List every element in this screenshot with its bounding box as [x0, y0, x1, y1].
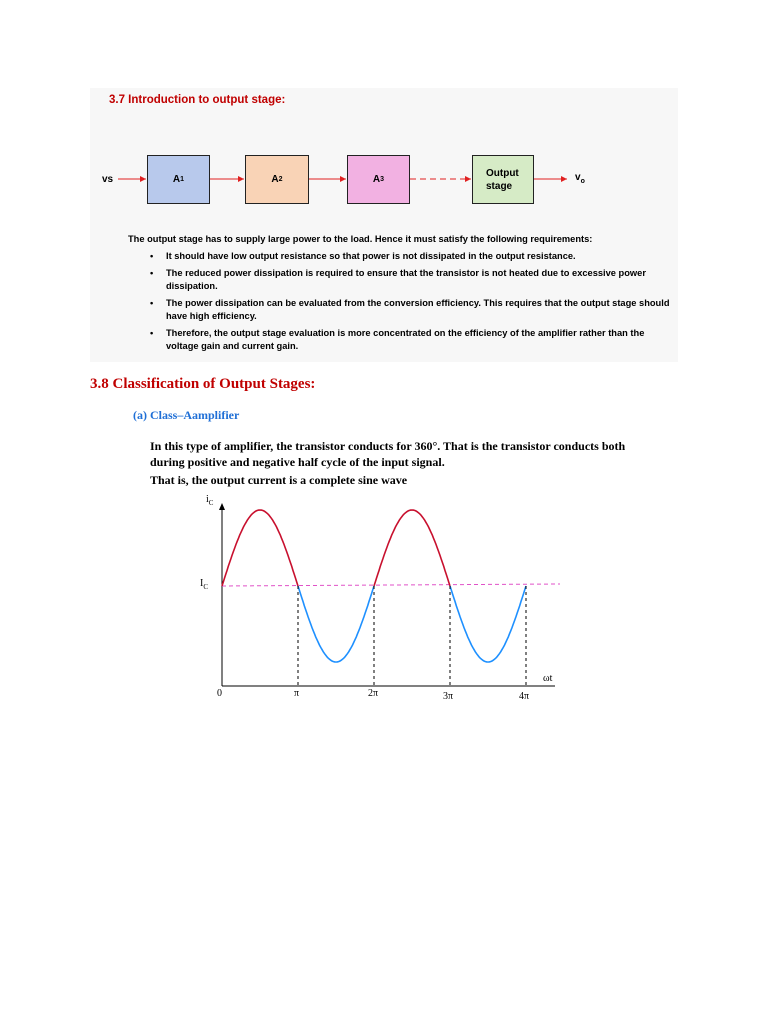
section-37-title: 3.7 Introduction to output stage:: [109, 94, 286, 106]
list-item: • The power dissipation can be evaluated from the conversion efficiency. This requires that the output stage should have high efficiency.: [150, 298, 670, 321]
dc-level-label: $I_C$: [200, 578, 209, 591]
dc-level-line: [222, 584, 560, 586]
tick-label-2pi: 2π: [368, 688, 379, 699]
output-stage-line1: Output: [486, 167, 519, 179]
input-signal-label: vs: [102, 174, 114, 185]
x-axis-label: ωt: [543, 673, 553, 684]
amplifier-block-a2: A 2: [245, 155, 309, 204]
output-signal-label: $v_o$: [575, 172, 585, 185]
tick-label-pi: π: [294, 688, 300, 699]
list-item: • Therefore, the output stage evaluation is more concentrated on the efficiency of the amplifier rather than the voltage gain and current gain.: [150, 328, 645, 351]
negative-half-cycle-curve: [298, 586, 526, 662]
class-a-description: In this type of amplifier, the transistor conducts for 360°. That is the transistor conducts both during positive and negative half cycle of the input signal.: [150, 439, 626, 469]
positive-half-cycle-curve: [222, 510, 450, 586]
section-38-title: 3.8 Classification of Output Stages:: [90, 376, 316, 392]
amplifier-block-a3: A 3: [347, 155, 410, 204]
tick-label-4pi: 4π: [519, 691, 530, 702]
y-axis-arrowhead: [219, 503, 225, 510]
tick-label-0: 0: [217, 688, 222, 699]
class-a-heading: (a) Class–Aamplifier: [133, 408, 240, 422]
amplifier-block-a1: A 1: [147, 155, 210, 204]
tick-label-3pi: 3π: [443, 691, 454, 702]
list-item: • The reduced power dissipation is required to ensure that the transistor is not heated due to excessive power dissipation.: [150, 268, 646, 291]
requirements-intro: The output stage has to supply large power to the load. Hence it must satisfy the following requirements:: [128, 234, 593, 244]
y-axis-label: $i_C$: [206, 494, 214, 507]
list-item: • It should have low output resistance so that power is not dissipated in the output resistance.: [150, 251, 576, 261]
class-a-output-note: That is, the output current is a complete sine wave: [150, 473, 408, 487]
output-stage-line2: stage: [486, 180, 513, 192]
